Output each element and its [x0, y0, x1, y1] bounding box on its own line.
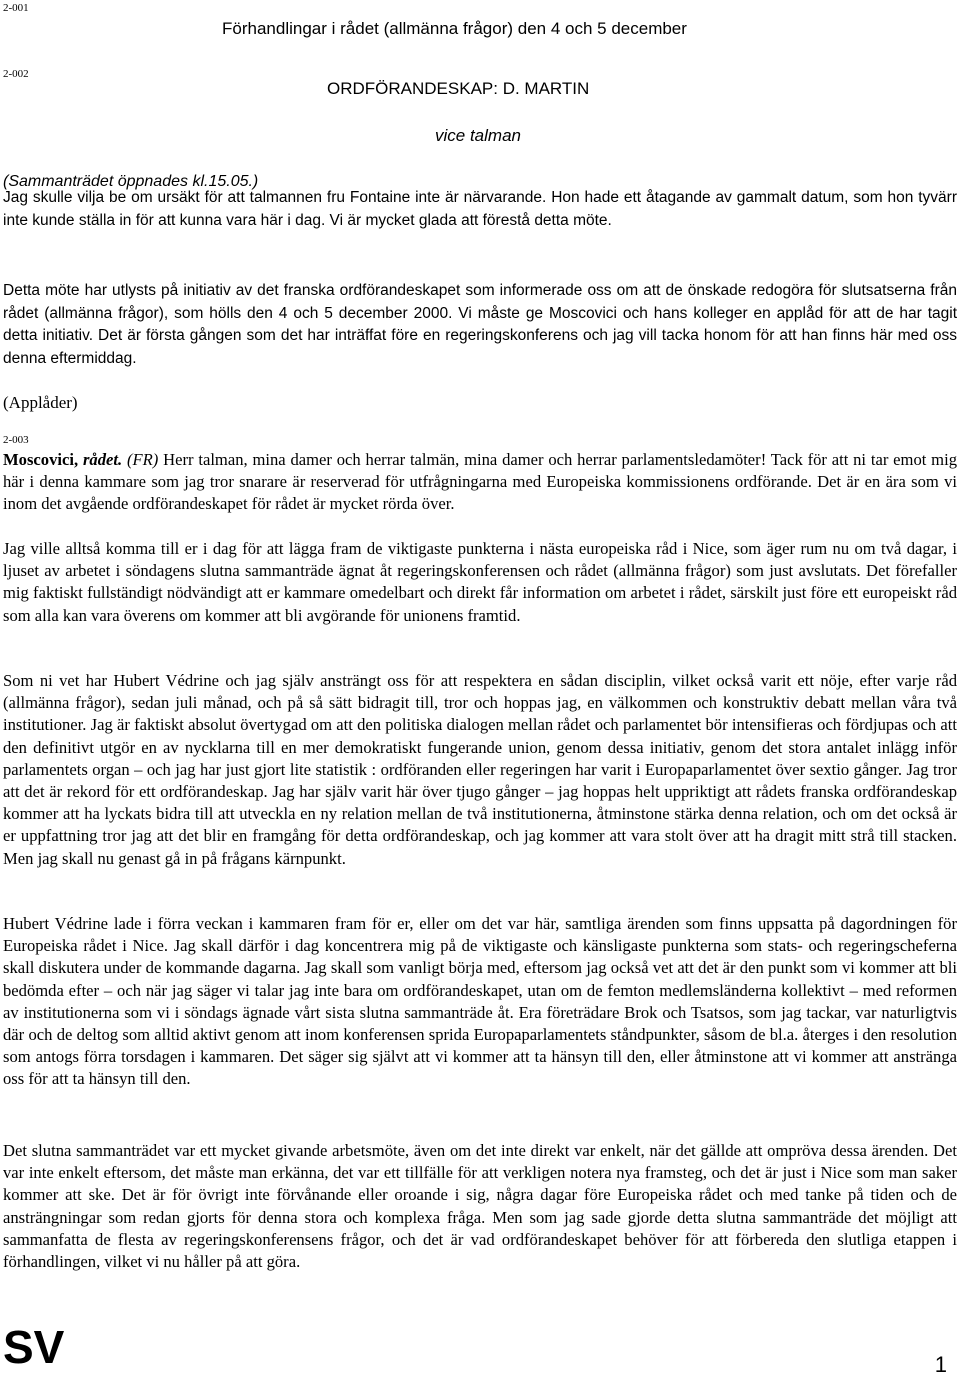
page-title-text: Förhandlingar i rådet (allmänna frågor) den 4 och 5 december: [222, 19, 687, 38]
speech-paragraph-1: [3, 449, 957, 516]
speech-paragraph-5: Det slutna sammanträdet var ett mycket givande arbetsmöte, även om det inte direkt var enkelt, när det gällde att ompröva dessa ärenden. Det var inte enkelt eftersom, det måste man erkänna, det var ett tillfälle för att verkligen notera nya framsteg, och det är just i Nice som man saker kommer att ske. Det är för övrigt inte förvånande eller oroande i sig, några dagar före Europeiska rådet och med tanke på tiden och de ansträngningar som redan gjorts för denna stora och komplexa fråga. Men som jag sade gjorde detta slutna sammanträde det möjligt att sammanfatta de flesta av regeringskonferensens frågor, och det är vad ordförandeskapet behöver för att förbereda den slutliga etappen i förhandlingen, vilket vi nu håller på att göra.: [3, 1141, 957, 1272]
intro-paragraph-1: Jag skulle vilja be om ursäkt för att talmannen fru Fontaine inte är närvarande. Hon hade ett åtagande av gammalt datum, som hon tyvärr inte kunde ställa in för att kunna vara här i dag. Vi är mycket glada att förestå detta möte.: [3, 189, 957, 229]
language-code: SV: [3, 1321, 65, 1373]
page-number: 1: [934, 1352, 947, 1377]
speech-paragraph-2: Jag ville alltså komma till er i dag för att lägga fram de viktigaste punkterna i nästa europeiska råd i Nice, som äger rum nu om två dagar, i ljuset av arbetet i söndagens slutna sammanträde ägnat åt regeringskonferensen och rådet (allmänna frågor) som just avslutats. Det förefaller mig faktiskt fullständigt nödvändigt att er kammare omedelbart och direkt får information om arbetet i rådet, särskilt just före ett europeiskt råd som alla kan vara överens om kommer att bli avgörande för unionens framtid.: [3, 539, 957, 625]
presidency-text: ORDFÖRANDESKAP: D. MARTIN: [327, 79, 590, 98]
intro-paragraph-2: Detta möte har utlysts på initiativ av det franska ordförandeskapet som informerade oss om att de önskade redogöra för slutsatserna från rådet (allmänna frågor), som hölls den 4 och 5 december 2000. Vi måste ge Moscovici och hans kolleger en applåd för att de har tagit detta initiativ. Det är första gången som det har inträffat före en regeringskonferens och jag vill tacka honom för att han finns här med oss denna eftermiddag.: [3, 282, 957, 367]
speech-code-1: 2-001: [3, 2, 29, 14]
speech-paragraph-3: Som ni vet har Hubert Védrine och jag själv ansträngt oss för att respektera en sådan disciplin, vilket också varit ett nöje, efter varje råd (allmänna frågor), sedan juli månad, och på så sätt bidragit till, tror och hoppas jag, en välkommen och konstruktiv debatt mellan våra två institutioner. Jag är faktiskt absolut övertygad om att den politiska dialogen mellan rådet och parlamentet bör intensifieras och fördjupas och att den definitivt utgör en av nycklarna till en mer demokratiskt fungerande union, genom dessa initiativ, genom det stora antalet inlägg inför parlamentets organ – och jag har just gjort lite statistik : ordföranden eller regeringen har varit i Europaparlamentet över sextio gånger. Jag tror att det är rekord för ett ordförandeskap. Jag har själv varit här över tjugo gånger – jag hoppas helt uppriktigt att rådets franska ordförandeskap kommer att ha lyckats bidra till att utveckla en ny relation mellan de två institutionerna, åtminstone stärka denna relation, och om det också är er uppfattning tror jag att det blir en framgång för detta ordförandeskap, och jag kommer att vara stolt över att ha dragit mitt strå till stacken. Men jag skall nu genast gå in på frågans kärnpunkt.: [3, 671, 957, 868]
applause-note: (Applåder): [3, 393, 78, 412]
speech-paragraph-1-text: Herr talman, mina damer och herrar talmän, mina damer och herrar parlamentsledamöter! Tack för att ni tar emot mig här i denna kammare som jag tror snarare är reserverad för utfrågningarna med Europeiska kommissionens ordförande. Det är en ära som vi inom det avgående ordförandeskapet för rådet är mycket rörda över.: [3, 450, 957, 514]
speech-code-3: 2-003: [3, 434, 29, 446]
speaker-role: rådet.: [82, 450, 123, 469]
role-text: vice talman: [435, 126, 521, 145]
speaker-language: (FR): [126, 450, 159, 469]
session-opened: (Sammanträdet öppnades kl.15.05.): [3, 173, 259, 190]
speaker-name: Moscovici,: [3, 450, 79, 469]
speech-code-2: 2-002: [3, 68, 29, 80]
speech-paragraph-4: Hubert Védrine lade i förra veckan i kammaren fram för er, eller om det var här, samtliga ärenden som finns uppsatta på dagordningen för Europeiska rådet i Nice. Jag skall därför i dag koncentrera mig på de viktigaste och känsligaste punkterna som stats- och regeringscheferna skall diskutera under de kommande dagarna. Jag skall som vanligt börja med, eftersom jag också vet att det är den punkt som vi kommer att bli bedömda efter – och när jag säger vi talar jag inte bara om ordförandeskapet, utan om de femton medlemsländerna kollektivt – med reformen av institutionerna som vi i söndags ägnade vårt sista slutna sammanträde åt. Era företrädare Brok och Tsatsos, som jag tackar, var naturligtvis där och de deltog som alltid aktivt genom att inom konferensen sprida Europaparlamentets ståndpunkter, såsom de bl.a. återges i den resolution som antogs förra torsdagen i kammaren. Det säger sig självt att vi kommer att ta hänsyn till den, eller åtminstone att vi kommer att anstränga oss för att ta hänsyn till den.: [3, 914, 957, 1089]
